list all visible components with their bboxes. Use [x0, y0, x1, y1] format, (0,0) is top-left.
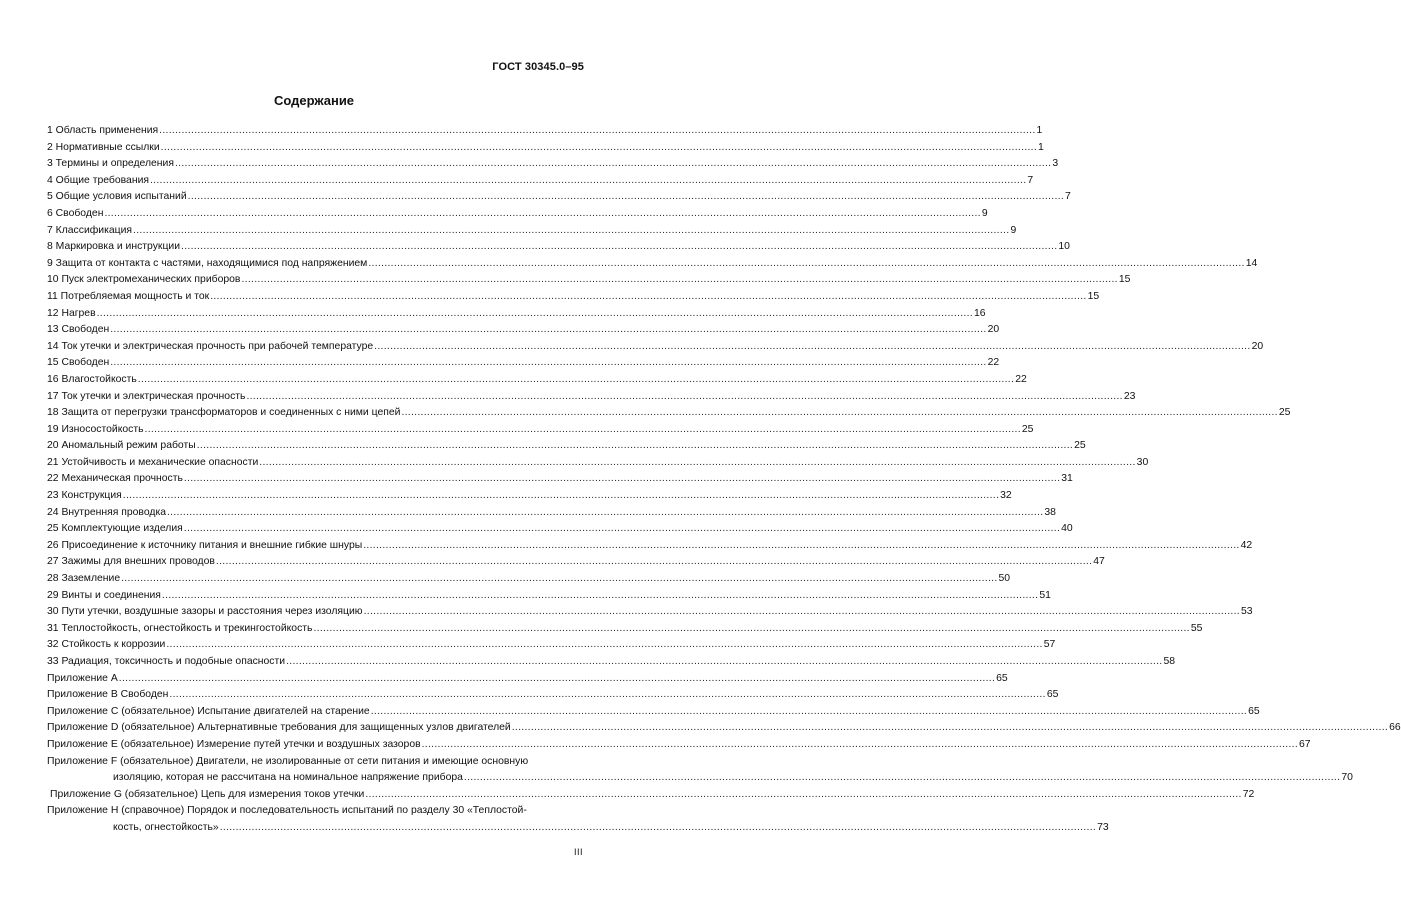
toc-entry-page: 57 [1043, 639, 1056, 651]
toc-entry-appendix-f[interactable] [47, 755, 1353, 788]
toc-entry-page: 65 [1046, 689, 1059, 701]
toc-entry-page: 38 [1044, 506, 1056, 518]
toc-entry-title: 17 Ток утечки и электрическая прочность [47, 390, 246, 402]
toc-entry-page: 16 [974, 307, 986, 319]
toc-entry-page: 25 [1074, 440, 1086, 452]
leader-dots [368, 257, 1244, 271]
toc-entry-title: 22 Механическая прочность [47, 473, 183, 485]
toc-entry-title: Приложение С (обязательное) Испытание двигателей на старение [47, 705, 370, 717]
leader-dots [259, 456, 1135, 470]
toc-entry[interactable] [47, 605, 1253, 622]
toc-entry-page: 1 [1038, 141, 1044, 153]
leader-dots [104, 207, 980, 221]
toc-entry-title: 11 Потребляемая мощность и ток [47, 290, 210, 302]
toc-entry-page: 51 [1039, 589, 1051, 601]
toc-entry[interactable] [47, 555, 1105, 572]
toc-entry-page: 70 [1341, 772, 1353, 784]
toc-entry[interactable] [47, 240, 1070, 257]
leader-dots [110, 323, 986, 337]
toc-entry[interactable] [47, 622, 1203, 639]
leader-dots [184, 522, 1060, 536]
toc-entry[interactable] [47, 273, 1131, 290]
leader-dots [169, 688, 1045, 702]
toc-entry-page: 58 [1163, 656, 1176, 667]
toc-entry[interactable] [47, 688, 1059, 705]
toc-entry-page: 20 [987, 324, 1000, 336]
leader-dots [374, 340, 1250, 354]
toc-entry[interactable] [47, 423, 1034, 440]
leader-dots [110, 356, 986, 370]
leader-dots [241, 273, 1117, 287]
leader-dots [464, 771, 1340, 785]
toc-entry-title: 6 Свободен [47, 207, 104, 219]
toc-entry[interactable] [47, 456, 1149, 473]
toc-entry-title: 16 Влагостойкость [47, 373, 137, 385]
toc-entry-page: 40 [1061, 523, 1073, 535]
toc-entry[interactable] [47, 672, 1008, 689]
toc-entry-page: 7 [1065, 191, 1071, 203]
toc-entry-title: Приложение D (обязательное) Альтернативные требования для защищенных узлов двигателей [47, 722, 511, 734]
toc-entry-title: 10 Пуск электромеханических приборов [47, 274, 241, 286]
leader-dots [133, 224, 1009, 238]
page-title: Содержание [273, 93, 355, 108]
leader-dots [121, 572, 997, 586]
toc-entry-page: 32 [1000, 490, 1012, 502]
toc-entry[interactable] [47, 290, 1100, 307]
toc-entry-page: 9 [981, 207, 988, 219]
toc-entry[interactable] [47, 489, 1012, 506]
toc-entry[interactable] [47, 174, 1034, 191]
toc-entry-title: 25 Комплектующие изделия [47, 523, 183, 535]
toc-entry-page: 23 [1123, 390, 1136, 402]
toc-entry[interactable] [47, 390, 1136, 407]
toc-entry-page: 25 [1278, 407, 1291, 419]
toc-entry[interactable] [47, 373, 1027, 390]
leader-dots [119, 672, 995, 686]
toc-entry-title: 3 Термины и определения [47, 158, 174, 170]
leader-dots [166, 638, 1042, 652]
leader-dots [188, 190, 1064, 204]
toc-entry-title: 30 Пути утечки, воздушные зазоры и расстояния через изоляцию [47, 606, 363, 618]
toc-entry-title: 8 Маркировка и инструкции [47, 241, 181, 253]
leader-dots [220, 821, 1096, 835]
toc-entry-title: 7 Классификация [47, 224, 133, 236]
toc-entry[interactable] [47, 207, 988, 224]
leader-dots [371, 705, 1247, 719]
toc-entry-title: 18 Защита от перегрузки трансформаторов и соединенных с ними цепей [47, 407, 401, 419]
leader-dots [363, 539, 1239, 553]
toc-entry-page: 72 [1242, 788, 1255, 800]
toc-entry[interactable] [47, 323, 1000, 340]
toc-entry[interactable] [47, 307, 986, 324]
leader-dots [167, 506, 1043, 520]
toc-entry[interactable] [47, 506, 1056, 523]
toc-entry[interactable] [47, 705, 1260, 722]
toc-entry[interactable] [47, 589, 1051, 606]
toc-entry-title: 29 Винты и соединения [47, 589, 161, 601]
toc-entry-title: 33 Радиация, токсичность и подобные опасности [47, 656, 286, 667]
toc-entry[interactable] [47, 472, 1073, 489]
toc-entry-title: 4 Общие требования [47, 174, 149, 186]
leader-dots [150, 174, 1026, 188]
toc-entry-title: 19 Износостойкость [47, 423, 144, 435]
toc-entry-title: 21 Устойчивость и механические опасности [47, 456, 259, 468]
leader-dots [184, 472, 1060, 486]
toc-entry-page: 25 [1021, 423, 1034, 435]
toc-entry-page: 15 [1087, 290, 1100, 302]
toc-entry[interactable] [47, 572, 1011, 589]
toc-entry[interactable] [47, 356, 1000, 373]
toc-entry-page: 30 [1136, 456, 1149, 468]
toc-entry-title: 20 Аномальный режим работы [47, 440, 196, 452]
leader-dots [181, 240, 1057, 254]
toc-entry-title: Приложение А [47, 672, 118, 684]
table-of-contents [47, 124, 1401, 838]
toc-entry-page: 47 [1093, 556, 1105, 568]
toc-entry[interactable] [47, 522, 1073, 539]
toc-entry-title: Приложение Е (обязательное) Измерение путей утечки и воздушных зазоров [47, 738, 421, 750]
toc-entry-page: 53 [1240, 606, 1253, 618]
toc-entry-page: 73 [1097, 821, 1109, 833]
toc-entry-title: 13 Свободен [47, 324, 110, 336]
toc-entry-title: 28 Заземление [47, 573, 121, 585]
toc-entry-title-line2: изоляцию, которая не рассчитана на номинальное напряжение прибора [113, 772, 463, 784]
toc-entry-title-line1: Приложение F (обязательное) Двигатели, не изолированные от сети питания и имеющие основную [47, 755, 529, 767]
toc-entry-page: 10 [1058, 241, 1070, 253]
leader-dots [145, 423, 1021, 437]
toc-entry-page: 15 [1118, 274, 1131, 286]
leader-dots [401, 406, 1277, 420]
leader-dots [138, 373, 1014, 387]
toc-entry[interactable] [47, 224, 1017, 241]
toc-entry[interactable] [47, 340, 1264, 357]
toc-entry-page: 65 [1248, 705, 1260, 717]
toc-entry[interactable] [47, 141, 1044, 158]
toc-entry-title: 24 Внутренняя проводка [47, 506, 166, 518]
toc-entry-page: 22 [987, 357, 1000, 369]
leader-dots [161, 141, 1037, 155]
leader-dots [159, 124, 1035, 138]
leader-dots [365, 788, 1241, 802]
standard-number: ГОСТ 30345.0–95 [492, 61, 584, 73]
toc-entry-title: 27 Зажимы для внешних проводов [47, 556, 215, 568]
toc-entry[interactable] [47, 738, 1311, 755]
toc-entry-title: 14 Ток утечки и электрическая прочность при рабочей температуре [47, 340, 374, 352]
toc-entry[interactable] [47, 257, 1258, 274]
toc-entry[interactable] [47, 157, 1059, 174]
toc-entry[interactable] [47, 406, 1291, 423]
toc-entry-title: 12 Нагрев [47, 307, 96, 319]
leader-dots [246, 390, 1122, 404]
toc-entry-title: Приложение G (обязательное) Цепь для измерения токов утечки [50, 788, 365, 800]
leader-dots [197, 439, 1073, 453]
toc-entry-title: 23 Конструкция [47, 490, 122, 502]
toc-entry-title-line1: Приложение Н (справочное) Порядок и последовательность испытаний по разделу 30 «Теплостой- [47, 805, 527, 817]
leader-dots [210, 290, 1086, 304]
leader-dots [175, 157, 1051, 171]
leader-dots [216, 555, 1092, 569]
toc-entry-page: 3 [1052, 158, 1059, 170]
toc-entry-title: 1 Область применения [47, 125, 159, 136]
toc-entry[interactable] [47, 655, 1176, 672]
toc-entry[interactable] [47, 721, 1401, 738]
toc-entry-title: 2 Нормативные ссылки [47, 141, 160, 153]
toc-entry-page: 9 [1010, 224, 1017, 236]
toc-entry-page: 22 [1015, 373, 1027, 385]
toc-entry-appendix-g[interactable] [47, 788, 1255, 805]
toc-entry-page: 20 [1251, 340, 1264, 352]
toc-entry-appendix-h[interactable] [47, 804, 1109, 837]
toc-entry-title: 9 Защита от контакта с частями, находящимися под напряжением [47, 257, 368, 269]
toc-entry-page: 7 [1027, 174, 1034, 186]
toc-entry-title: Приложение В Свободен [47, 689, 169, 701]
leader-dots [313, 622, 1189, 636]
toc-entry-page: 67 [1299, 738, 1311, 750]
toc-entry-title: 5 Общие условия испытаний [47, 191, 187, 203]
toc-entry-title: 15 Свободен [47, 357, 110, 369]
toc-entry-page: 55 [1190, 622, 1203, 634]
toc-entry-page: 31 [1061, 473, 1073, 485]
toc-entry[interactable] [47, 638, 1056, 655]
leader-dots [97, 307, 973, 321]
toc-entry[interactable] [47, 539, 1253, 556]
page-number: III [573, 847, 583, 857]
toc-entry-page: 1 [1036, 125, 1043, 136]
leader-dots [512, 721, 1388, 735]
toc-entry-page: 65 [996, 672, 1008, 684]
toc-entry-page: 66 [1389, 722, 1401, 734]
toc-entry-title: 31 Теплостойкость, огнестойкость и трекингостойкость [47, 622, 313, 634]
toc-entry-page: 42 [1240, 539, 1253, 551]
toc-entry-page: 14 [1245, 257, 1258, 269]
toc-entry-title: 26 Присоединение к источнику питания и внешние гибкие шнуры [47, 539, 363, 551]
leader-dots [422, 738, 1298, 752]
toc-entry-title: 32 Стойкость к коррозии [47, 639, 166, 651]
toc-entry-page: 50 [998, 573, 1011, 585]
toc-entry-title-line2: кость, огнестойкость» [113, 821, 219, 833]
leader-dots [162, 589, 1038, 603]
toc-entry[interactable] [47, 124, 1043, 141]
leader-dots [286, 655, 1162, 669]
toc-entry[interactable] [47, 190, 1071, 207]
toc-entry[interactable] [47, 439, 1086, 456]
leader-dots [123, 489, 999, 503]
leader-dots [364, 605, 1240, 619]
